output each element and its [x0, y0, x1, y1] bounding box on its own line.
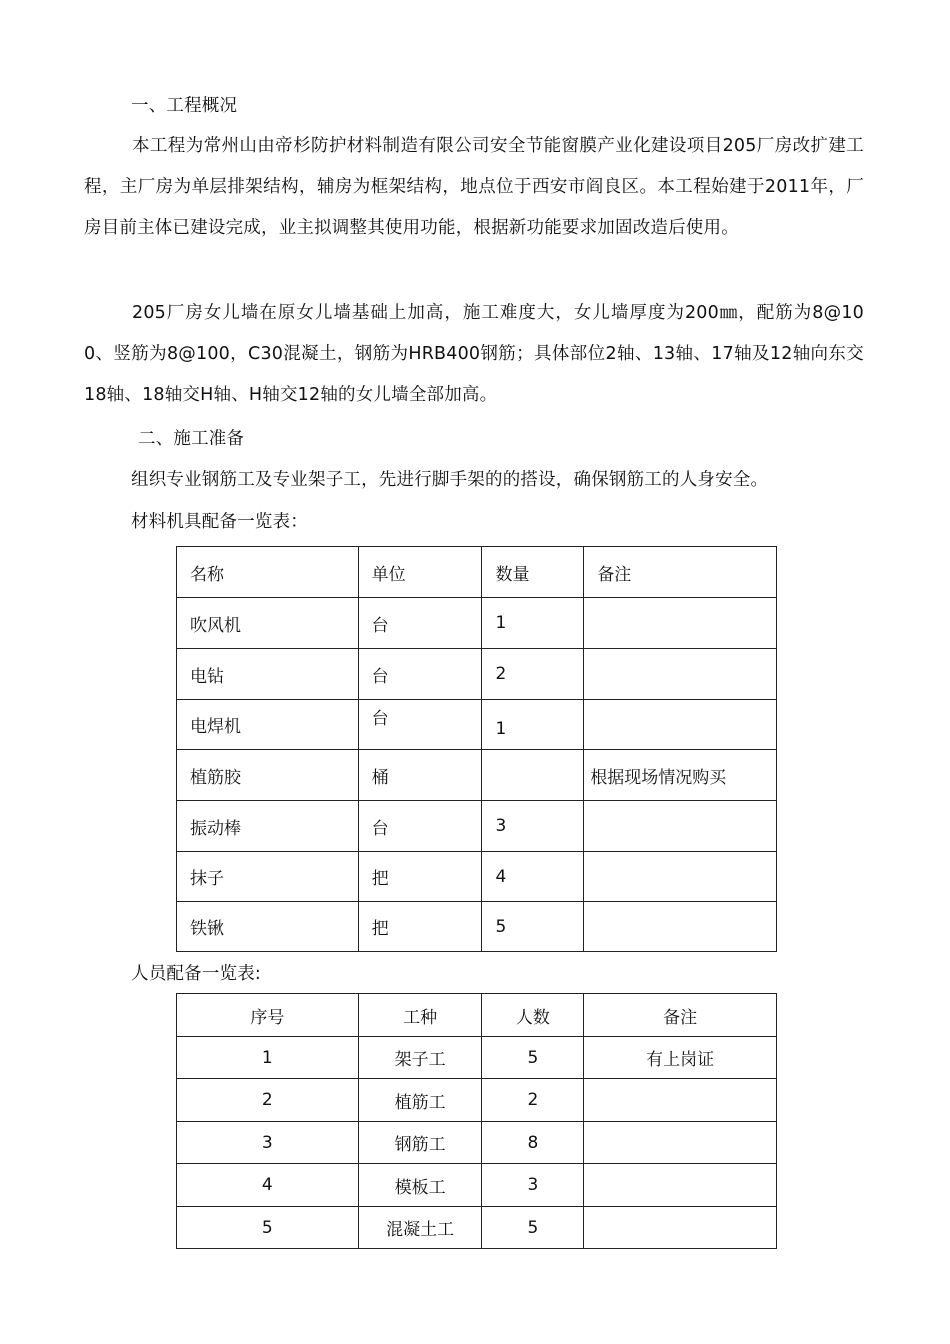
material-name-cell: 铁锹: [177, 902, 359, 952]
material-unit-cell: 台: [358, 801, 482, 852]
material-header-name: 名称: [177, 547, 359, 598]
table-row: [177, 1164, 777, 1207]
material-quantity-cell: 1: [482, 598, 584, 649]
staff-remark-cell: [584, 1207, 777, 1249]
material-name-cell: 振动棒: [177, 801, 359, 852]
material-remark-cell: [584, 649, 777, 700]
material-unit-cell: 台: [358, 649, 482, 700]
material-name-cell: 吹风机: [177, 598, 359, 649]
staff-trade-cell: 模板工: [358, 1164, 482, 1207]
material-table-header-row: [177, 547, 777, 598]
table-row: [177, 700, 777, 750]
material-remark-cell: [584, 852, 777, 902]
staff-count-cell: 5: [482, 1037, 584, 1079]
material-unit-cell: 桶: [358, 750, 482, 801]
material-name-cell: 电钻: [177, 649, 359, 700]
staff-count-cell: 5: [482, 1207, 584, 1249]
material-unit-cell: 把: [358, 902, 482, 952]
table-row: [177, 1122, 777, 1164]
table-row: [177, 1207, 777, 1249]
material-quantity-cell: 1: [482, 700, 584, 750]
material-remark-cell: [584, 598, 777, 649]
staff-table: [176, 993, 777, 1249]
table-row: [177, 598, 777, 649]
material-name-cell: 电焊机: [177, 700, 359, 750]
table-row: [177, 902, 777, 952]
table-row: [177, 1037, 777, 1079]
table-row: [177, 750, 777, 801]
staff-table-header-row: [177, 994, 777, 1037]
staff-remark-cell: 有上岗证: [584, 1037, 777, 1079]
table-row: [177, 801, 777, 852]
staff-header-remark: 备注: [584, 994, 777, 1037]
material-name-cell: 植筋胶: [177, 750, 359, 801]
staff-number-cell: 4: [177, 1164, 359, 1207]
staff-table-caption: 人员配备一览表:: [131, 964, 261, 984]
staff-trade-cell: 混凝土工: [358, 1207, 482, 1249]
staff-header-number: 序号: [177, 994, 359, 1037]
staff-remark-cell: [584, 1079, 777, 1122]
staff-remark-cell: [584, 1122, 777, 1164]
table-row: [177, 1079, 777, 1122]
staff-number-cell: 3: [177, 1122, 359, 1164]
section-1-heading: 一、工程概况: [131, 96, 238, 116]
section-2-heading: 二、施工准备: [138, 429, 245, 449]
material-header-quantity: 数量: [482, 547, 584, 598]
material-name-cell: 抹子: [177, 852, 359, 902]
staff-count-cell: 2: [482, 1079, 584, 1122]
material-quantity-cell: 4: [482, 852, 584, 902]
section-1-paragraph-2: 205厂房女儿墙在原女儿墙基础上加高，施工难度大，女儿墙厚度为200㎜，配筋为8@100、竖筋为8@100，C30混凝土，钢筋为HRB400钢筋；具体部位2轴、13轴、17轴及12轴向东交18轴、18轴交H轴、H轴交12轴的女儿墙全部加高。: [84, 303, 864, 405]
staff-count-cell: 3: [482, 1164, 584, 1207]
material-remark-cell: 根据现场情况购买: [584, 750, 777, 801]
material-quantity-cell: 5: [482, 902, 584, 952]
material-unit-cell: 台: [358, 598, 482, 649]
material-quantity-cell: 3: [482, 801, 584, 852]
material-quantity-cell: [482, 750, 584, 801]
material-unit-cell: 台: [358, 700, 482, 750]
material-unit-cell: 把: [358, 852, 482, 902]
staff-remark-cell: [584, 1164, 777, 1207]
material-remark-cell: [584, 700, 777, 750]
staff-header-count: 人数: [482, 994, 584, 1037]
staff-trade-cell: 架子工: [358, 1037, 482, 1079]
staff-number-cell: 1: [177, 1037, 359, 1079]
material-remark-cell: [584, 801, 777, 852]
staff-trade-cell: 钢筋工: [358, 1122, 482, 1164]
table-row: [177, 852, 777, 902]
material-table: [176, 546, 777, 952]
section-2-paragraph-1: 组织专业钢筋工及专业架子工，先进行脚手架的的搭设，确保钢筋工的人身安全。: [131, 470, 769, 490]
material-table-caption: 材料机具配备一览表：: [131, 512, 308, 532]
material-quantity-cell: 2: [482, 649, 584, 700]
staff-number-cell: 5: [177, 1207, 359, 1249]
material-header-unit: 单位: [358, 547, 482, 598]
staff-count-cell: 8: [482, 1122, 584, 1164]
material-header-remark: 备注: [584, 547, 777, 598]
staff-number-cell: 2: [177, 1079, 359, 1122]
staff-trade-cell: 植筋工: [358, 1079, 482, 1122]
table-row: [177, 649, 777, 700]
material-remark-cell: [584, 902, 777, 952]
section-1-paragraph-1: 本工程为常州山由帝杉防护材料制造有限公司安全节能窗膜产业化建设项目205厂房改扩建工程，主厂房为单层排架结构，辅房为框架结构，地点位于西安市阎良区。本工程始建于2011年，厂房目前主体已建设完成，业主拟调整其使用功能，根据新功能要求加固改造后使用。: [84, 136, 864, 238]
staff-header-trade: 工种: [358, 994, 482, 1037]
